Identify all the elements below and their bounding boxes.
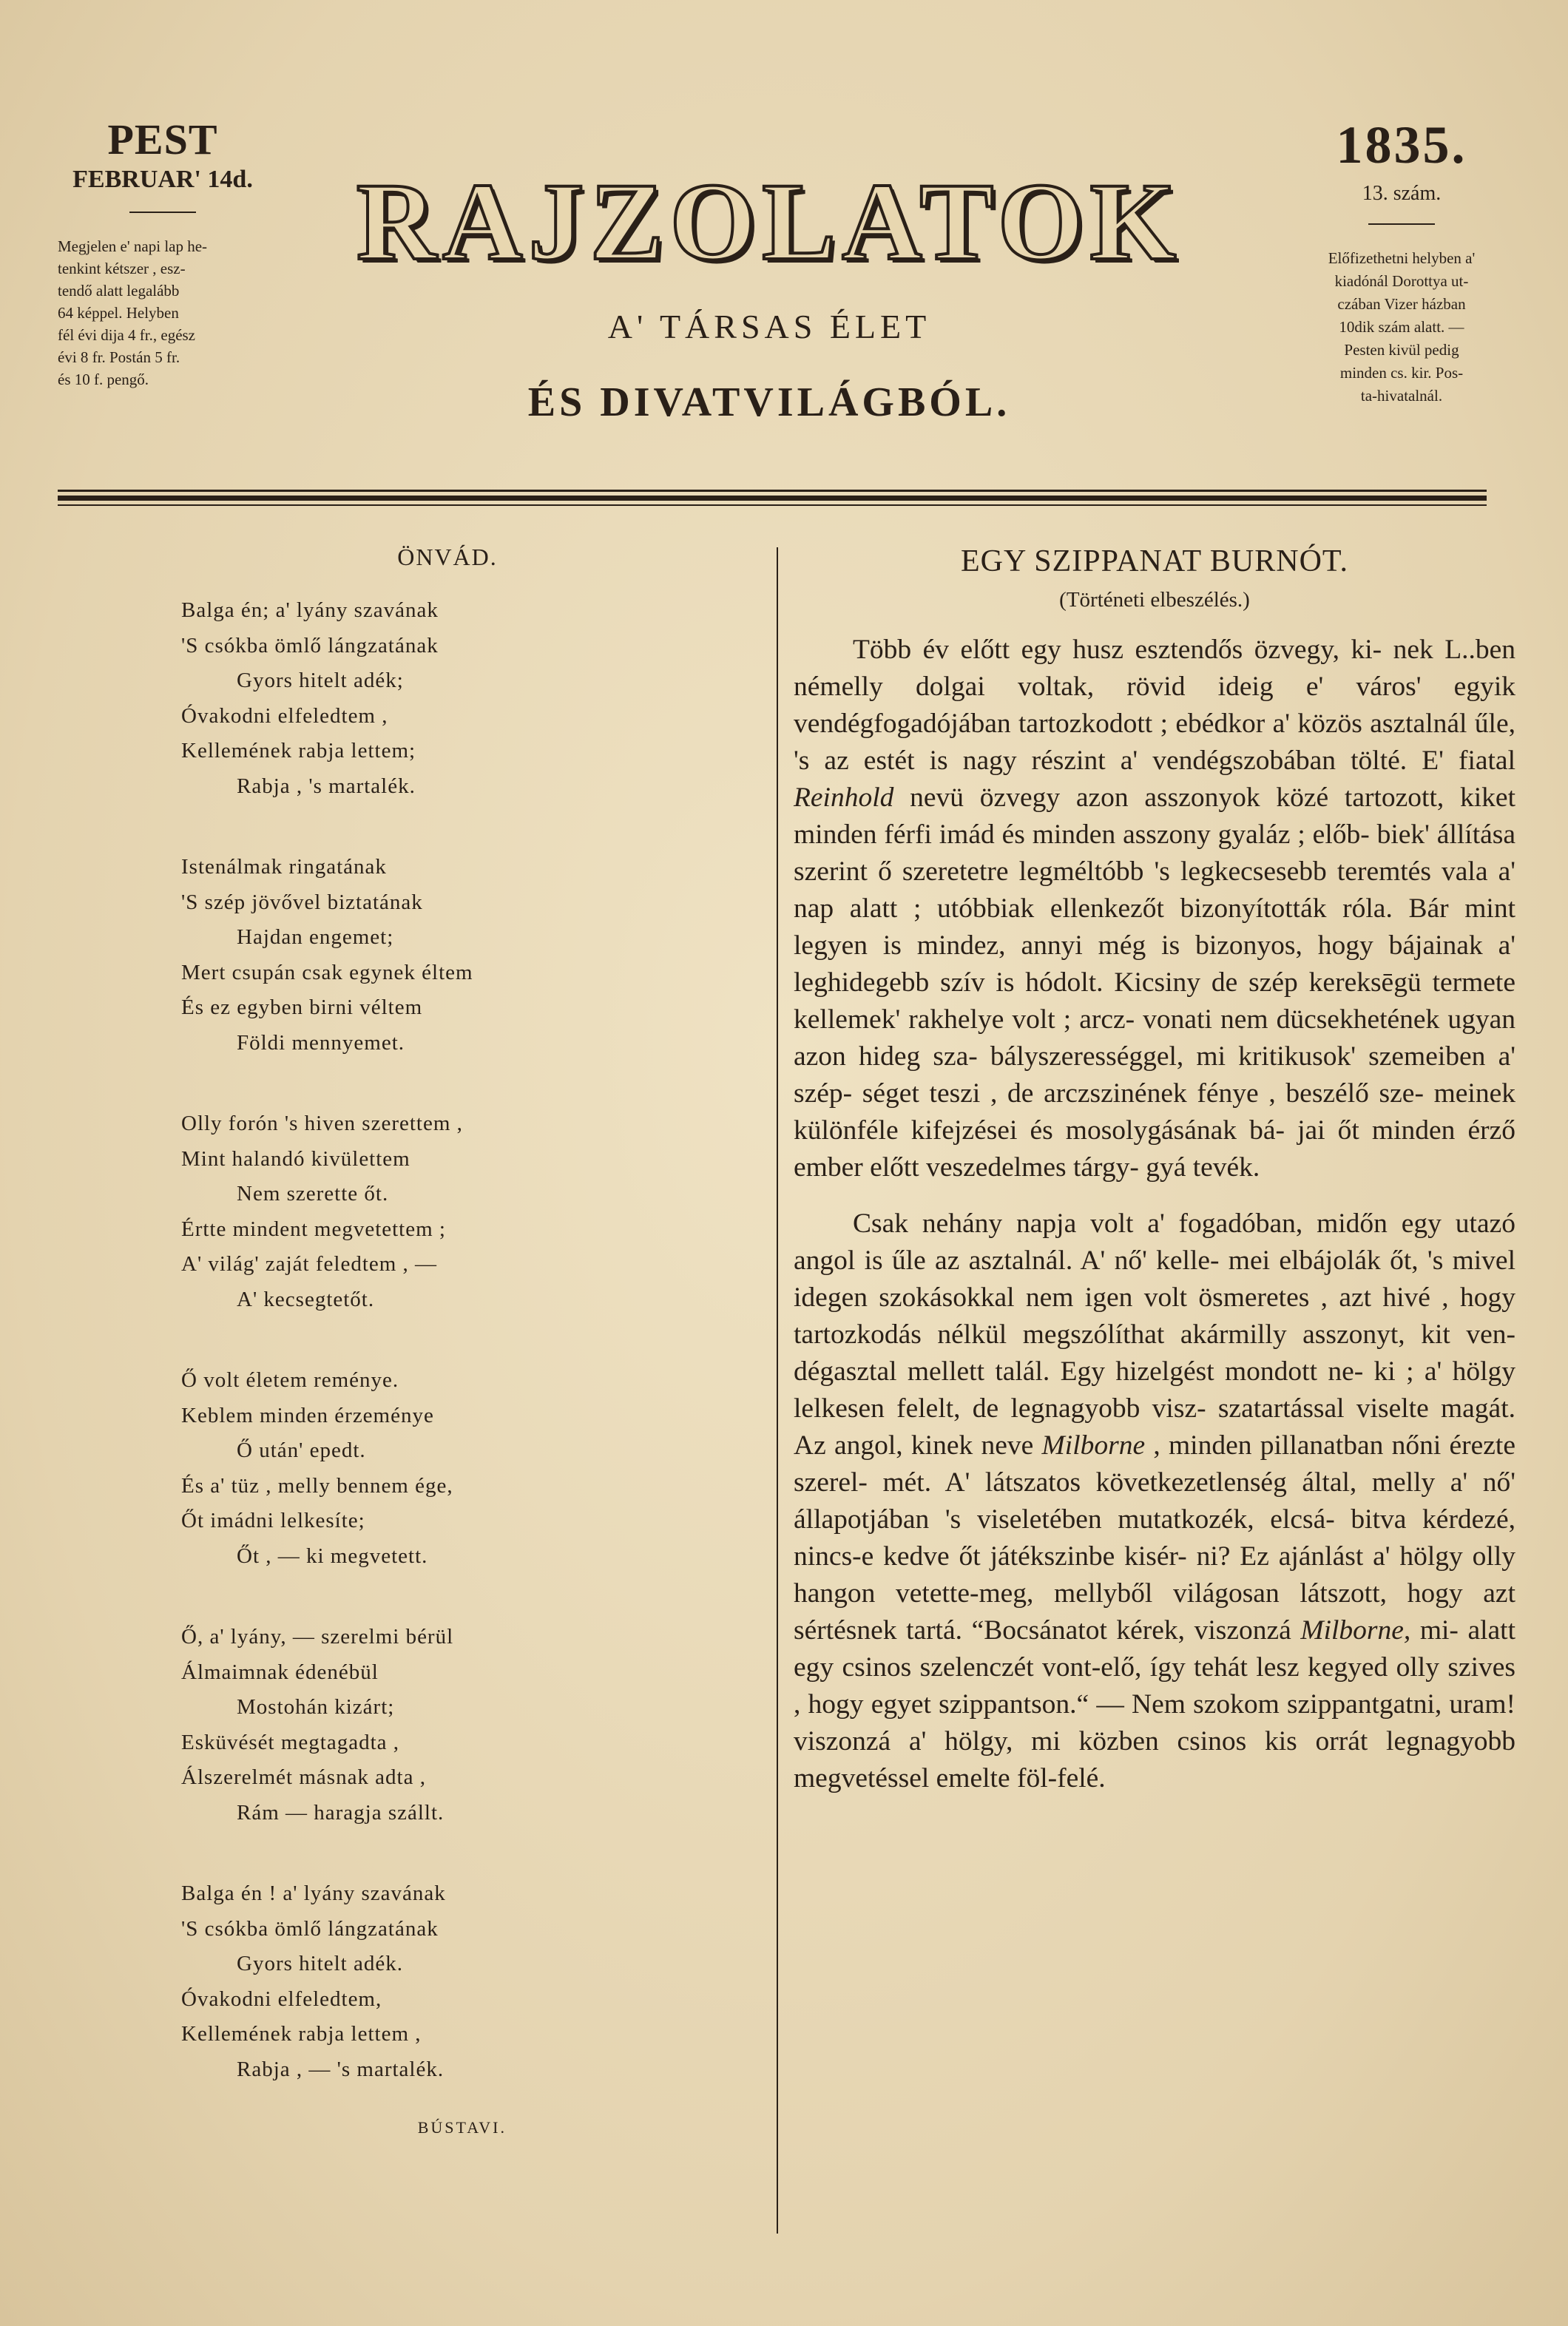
poem-line: Ő volt életem reménye. — [181, 1368, 399, 1392]
notice-line: Pesten kivül pedig — [1344, 341, 1459, 359]
place-name: PEST — [107, 115, 218, 163]
newspaper-title: RAJZOLATOK — [356, 160, 1183, 283]
notice-line: tenkint kétszer , esz- — [58, 260, 186, 277]
poem-line: 'S csókba ömlő lángzatának — [181, 633, 439, 657]
poem-line: A' kecsegtetőt. — [237, 1287, 375, 1311]
notice-line: fél évi dija 4 fr., egész — [58, 326, 196, 344]
poem-line: Ő után' epedt. — [237, 1438, 366, 1462]
poem-line: Rabja , — 's martalék. — [237, 2057, 445, 2081]
publication-notice — [52, 235, 274, 391]
poem-line: Mint halandó kivülettem — [181, 1146, 410, 1171]
story-subtitle: (Történeti elbeszélés.) — [1059, 588, 1250, 612]
column-divider — [777, 547, 778, 2234]
masthead-right — [1280, 115, 1524, 408]
poem-line: A' világ' zaját feledtem , — — [181, 1252, 438, 1276]
masthead-rule-bottom — [58, 504, 1487, 506]
poem-line: Nem szerette őt. — [237, 1182, 389, 1206]
character-name: Milborne — [1041, 1430, 1146, 1461]
poem-line: Értte mindent megvetettem ; — [181, 1217, 446, 1241]
notice-line: és 10 f. pengő. — [58, 371, 149, 388]
poem-line: Őt , — ki megvetett. — [237, 1544, 428, 1568]
poem-line: Földi mennyemet. — [237, 1030, 405, 1055]
poem-line: Óvakodni elfeledtem, — [181, 1987, 382, 2011]
poem-line: Őt imádni lelkesíte; — [181, 1509, 365, 1532]
poem-line: Mert csupán csak egynek éltem — [181, 960, 473, 984]
poem-line: Keblem minden érzeménye — [181, 1403, 434, 1427]
story-paragraph — [794, 1206, 1515, 1797]
text-run: , minden pillanatban nőni érezte szerel- mét. A' látszatos következetlenség által, melly a' nő' állapotjában 's viseletében mutatkozék, elcsá- bitva kérdezé, nincs-e kedve őt játékszinbe kisér- ni? Ez ajánlást a' hölgy olly hangon vetette-meg, mellyből világosan látszott, hogy azt sértésnek tartá. “Bocsánatot kérek, viszonzá — [794, 1430, 1515, 1646]
text-run: mi- alatt egy csinos szelenczét vont-elő, így tehát lesz kegyed olly szives , hogy egyet szippantson.“ — Nem szokom szippantgatni, uram! viszonzá a' hölgy, mi közben csinos kis orrát legnagyobb megvetéssel emelte föl-felé. — [794, 1615, 1515, 1793]
poem-line: Hajdan engemet; — [237, 925, 394, 949]
notice-line: minden cs. kir. Pos- — [1339, 364, 1464, 382]
poem-stanza — [181, 850, 743, 1061]
poem-line: Gyors hitelt adék; — [237, 669, 404, 692]
text-run: nevü özvegy azon asszonyok közé tartozott, kiket minden férfi imád és minden asszony gyaláz ; előb- biek' állítása szerint ő szeretetre legméltóbb 's legkecsesebb teremtés vala a' nap alatt ; utóbbiak ellenkezőt bizonyították róla. Bár mint legyen is mindez, annyi még is bizonyos, hogy bájainak a' leghidegebb szív is hódolt. Kicsiny de szép kereksēgü termete kellemek' rakhelye volt ; arcz- vonati nem dücsekhetének ugyan azon hideg sza- bályszerességgel, mi kritikusok' szemeiben a' szép- séget teszi , de arczszinének fénye , beszélő sze- meinek különféle kifejzései és mosolygásának bá- jai őt minden érző ember előtt veszedelmes tárgy- gyá tevék. — [794, 782, 1515, 1183]
divider — [1368, 223, 1435, 225]
divider — [129, 212, 196, 213]
subtitle-line-2: ÉS DIVATVILÁGBÓL. — [527, 379, 1011, 425]
poem-line: Balga én; a' lyány szavának — [181, 598, 439, 622]
poem-title: ÖNVÁD. — [397, 544, 498, 570]
notice-line: czában Vizer házban — [1337, 295, 1466, 313]
poem-line: Esküvését megtagadta , — [181, 1730, 399, 1754]
poem-line: Olly forón 's hiven szerettem , — [181, 1112, 463, 1135]
poem-stanza — [181, 1106, 743, 1317]
poem-line: Mostohán kizárt; — [237, 1695, 395, 1719]
poem-line: Rám — haragja szállt. — [237, 1800, 445, 1825]
character-name: Milborne, — [1300, 1615, 1411, 1646]
notice-line: évi 8 fr. Postán 5 fr. — [58, 348, 180, 366]
masthead-rule-thick — [58, 496, 1487, 501]
poem-line: Rabja , 's martalék. — [237, 774, 416, 798]
poem-stanza — [181, 1363, 743, 1574]
subtitle-line-1: A' TÁRSAS ÉLET — [607, 308, 931, 345]
poem-stanza — [181, 1620, 743, 1830]
story-title: EGY SZIPPANAT BURNÓT. — [961, 544, 1348, 578]
poem-stanza — [181, 1876, 743, 2087]
text-run: Több év előtt egy husz esztendős özvegy, ki- nek L..ben némelly dolgai voltak, rövid ideig e' város' egyik vendégfogadójában tartozkodott ; ebédkor a' közös asztalnál űle, 's az estét is nagy részint a' vendégszobában tölté. E' fiatal — [794, 635, 1515, 776]
poem-line: Kellemének rabja lettem; — [181, 739, 416, 763]
poem-line: Óvakodni elfeledtem , — [181, 703, 388, 728]
poem-line: És ez egyben birni véltem — [181, 995, 423, 1019]
story-paragraph — [794, 632, 1515, 1186]
text-run: Csak nehány napja volt a' fogadóban, midőn egy utazó angol is űle az asztalnál. A' nő' kelle- mei elbájolák őt, 's mivel idegen szokásokkal nem igen volt ösmeretes , azt hivé , hogy tartozkodás nélkül megszólíthat akármilly asszonyt, kit ven- dégasztal mellett talál. Egy hizelgést mondott ne- ki ; a' hölgy lelkesen felelt, de legnagyobb visz- szatartással viselte magát. Az angol, kinek neve — [794, 1208, 1515, 1461]
issue-year: 1835. — [1336, 115, 1467, 175]
character-name: Reinhold — [794, 782, 894, 813]
notice-line: 10dik szám alatt. — — [1339, 318, 1464, 336]
masthead-center — [325, 160, 1213, 426]
poem-line: És a' tüz , melly bennem ége, — [181, 1473, 453, 1498]
notice-line: kiadónál Dorottya ut- — [1334, 272, 1469, 290]
poem-line: Gyors hitelt adék. — [237, 1952, 403, 1975]
poem-column — [181, 544, 743, 2137]
notice-line: tendő alatt legalább — [58, 282, 180, 300]
poem-line: Álszerelmét másnak adta , — [181, 1765, 426, 1789]
notice-line: Megjelen e' napi lap he- — [58, 237, 208, 255]
poem-line: Álmaimnak édenébül — [181, 1660, 379, 1684]
story-column — [794, 544, 1515, 1816]
subscription-notice — [1280, 247, 1524, 408]
poem-line: Ő, a' lyány, — szerelmi bérül — [181, 1625, 454, 1649]
issue-number: 13. szám. — [1362, 182, 1442, 205]
notice-line: Előfizethetni helyben a' — [1328, 249, 1476, 267]
masthead-rule-top — [58, 490, 1487, 492]
poem-stanza — [181, 593, 743, 804]
poem-line: 'S csókba ömlő lángzatának — [181, 1916, 439, 1941]
notice-line: 64 képpel. Helyben — [58, 304, 179, 322]
issue-date: FEBRUAR' 14d. — [72, 166, 253, 193]
poem-line: Balga én ! a' lyány szavának — [181, 1882, 446, 1905]
notice-line: ta-hivatalnál. — [1360, 387, 1443, 405]
masthead-left — [52, 115, 274, 391]
poem-line: Kellemének rabja lettem , — [181, 2022, 422, 2046]
poem-line: Istenálmak ringatának — [181, 855, 387, 879]
poem-author: BÚSTAVI. — [417, 2118, 507, 2137]
poem-line: 'S szép jövővel biztatának — [181, 890, 423, 914]
